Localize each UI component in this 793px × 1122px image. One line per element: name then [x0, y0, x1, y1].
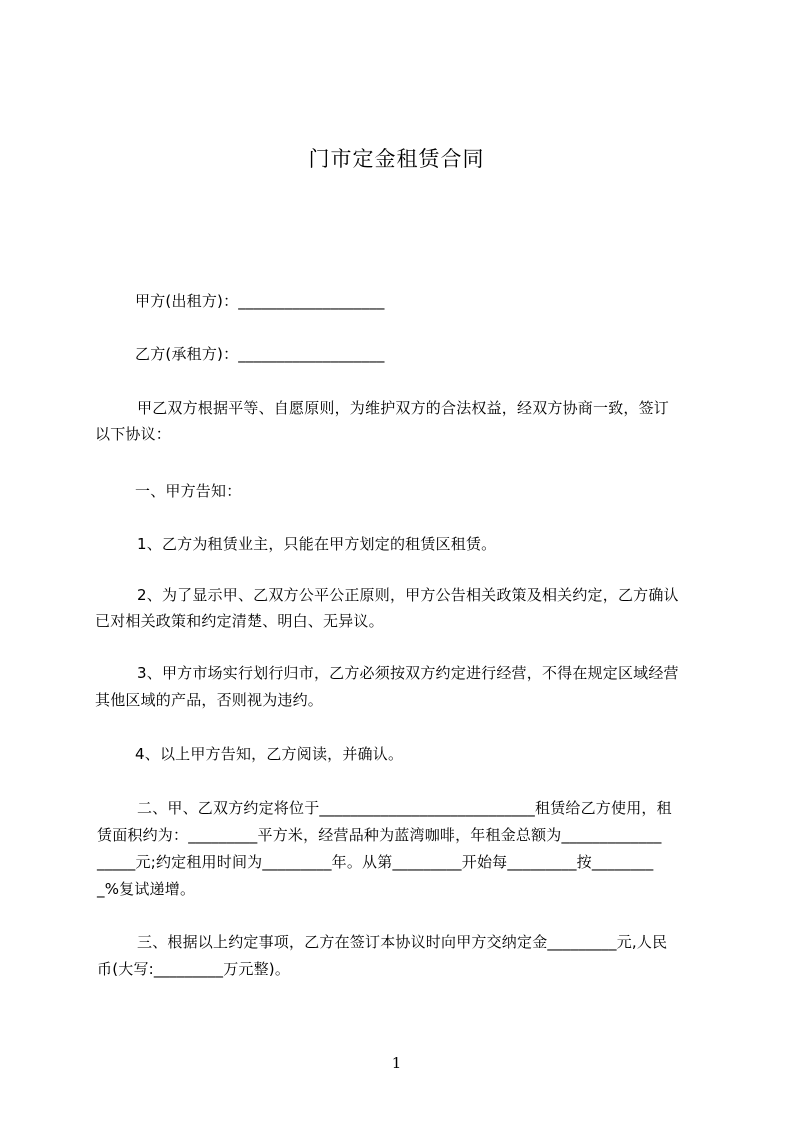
item-4-line: 4、以上甲方告知，乙方阅读，并确认。: [135, 745, 404, 763]
item-2-line-1: 2、为了显示甲、乙双方公平公正原则，甲方公告相关政策及相关约定，乙方确认: [137, 586, 679, 604]
section-2-line-3: _____元;约定租用时间为_________年。从第_________开始每_________按________: [97, 853, 654, 871]
section-2-line-2: 赁面积约为：_________平方米，经营品种为蓝湾咖啡，年租金总额为_____________: [97, 826, 662, 844]
intro-line-1: 甲乙双方根据平等、自愿原则，为维护双方的合法权益，经双方协商一致，签订: [137, 399, 670, 417]
section-2-line-1: 二、甲、乙双方约定将位于____________________________租赁给乙方使用，租: [137, 799, 672, 817]
section-3-line-2: 币(大写:_________万元整)。: [97, 960, 291, 978]
party-b-line: 乙方(承租方)：___________________: [135, 345, 385, 363]
party-a-line: 甲方(出租方)：___________________: [135, 292, 385, 310]
section-3-line-1: 三、根据以上约定事项，乙方在签订本协议时向甲方交纳定金_________元,人民: [137, 933, 668, 951]
page-number: 1: [391, 1054, 402, 1072]
intro-line-2: 以下协议：: [95, 425, 172, 443]
item-1-line: 1、乙方为租赁业主，只能在甲方划定的租赁区租赁。: [137, 535, 497, 553]
item-3-line-2: 其他区域的产品，否则视为违约。: [95, 691, 324, 709]
section-2-line-4: _%复试递增。: [97, 880, 196, 898]
document-title: 门市定金租赁合同: [308, 147, 485, 171]
section-1-heading: 一、甲方告知：: [135, 482, 242, 500]
item-2-line-2: 已对相关政策和约定清楚、明白、无异议。: [95, 612, 384, 630]
item-3-line-1: 3、甲方市场实行划行归市，乙方必须按双方约定进行经营，不得在规定区域经营: [137, 664, 679, 682]
